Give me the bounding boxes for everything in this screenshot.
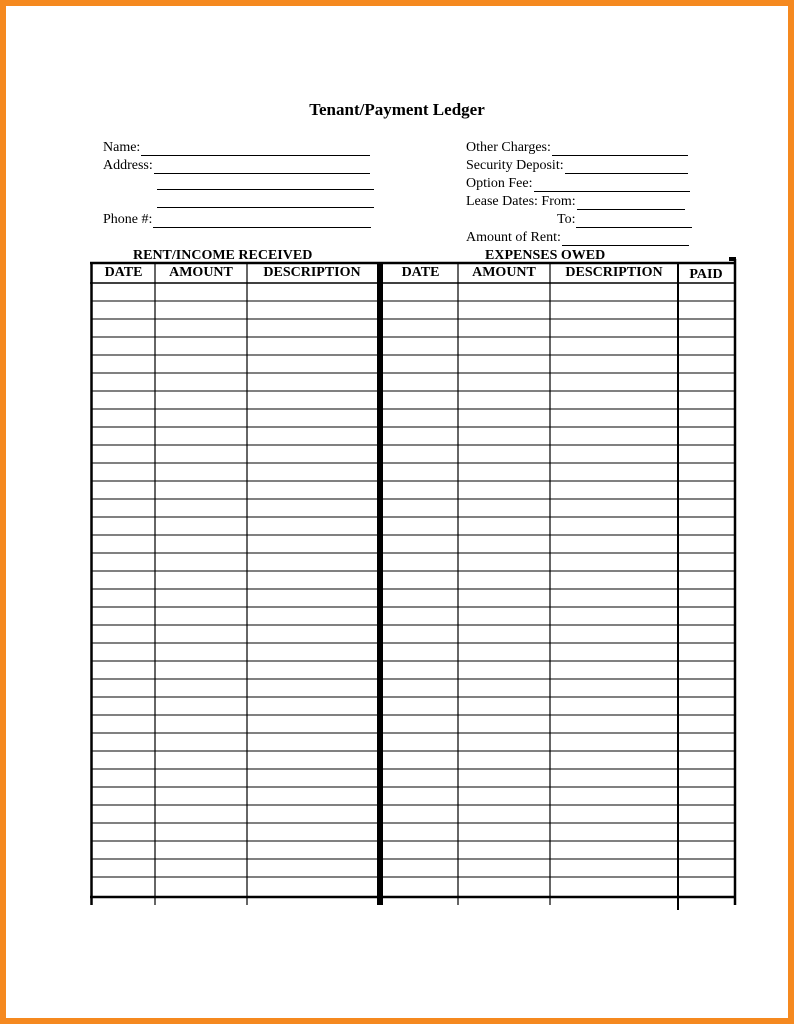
amount-of-rent-label: Amount of Rent:	[466, 230, 561, 245]
income-header-description: DESCRIPTION	[263, 265, 361, 280]
income-header-amount: AMOUNT	[169, 265, 233, 280]
page-title: Tenant/Payment Ledger	[309, 100, 485, 119]
lease-from-label: Lease Dates: From:	[466, 194, 576, 209]
expense-header-date: DATE	[401, 265, 440, 280]
expense-header-paid: PAID	[689, 267, 723, 282]
other-charges-label: Other Charges:	[466, 140, 551, 155]
expense-header-amount: AMOUNT	[472, 265, 536, 280]
phone-label: Phone #:	[103, 212, 153, 227]
income-header-date: DATE	[104, 265, 143, 280]
option-fee-label: Option Fee:	[466, 176, 533, 191]
income-section-label: RENT/INCOME RECEIVED	[133, 248, 313, 263]
lease-to-label: To:	[557, 212, 576, 227]
expense-header-description: DESCRIPTION	[565, 265, 663, 280]
security-deposit-label: Security Deposit:	[466, 158, 564, 173]
name-label: Name:	[103, 140, 141, 155]
address-label: Address:	[103, 158, 153, 173]
expenses-section-label: EXPENSES OWED	[485, 248, 606, 263]
